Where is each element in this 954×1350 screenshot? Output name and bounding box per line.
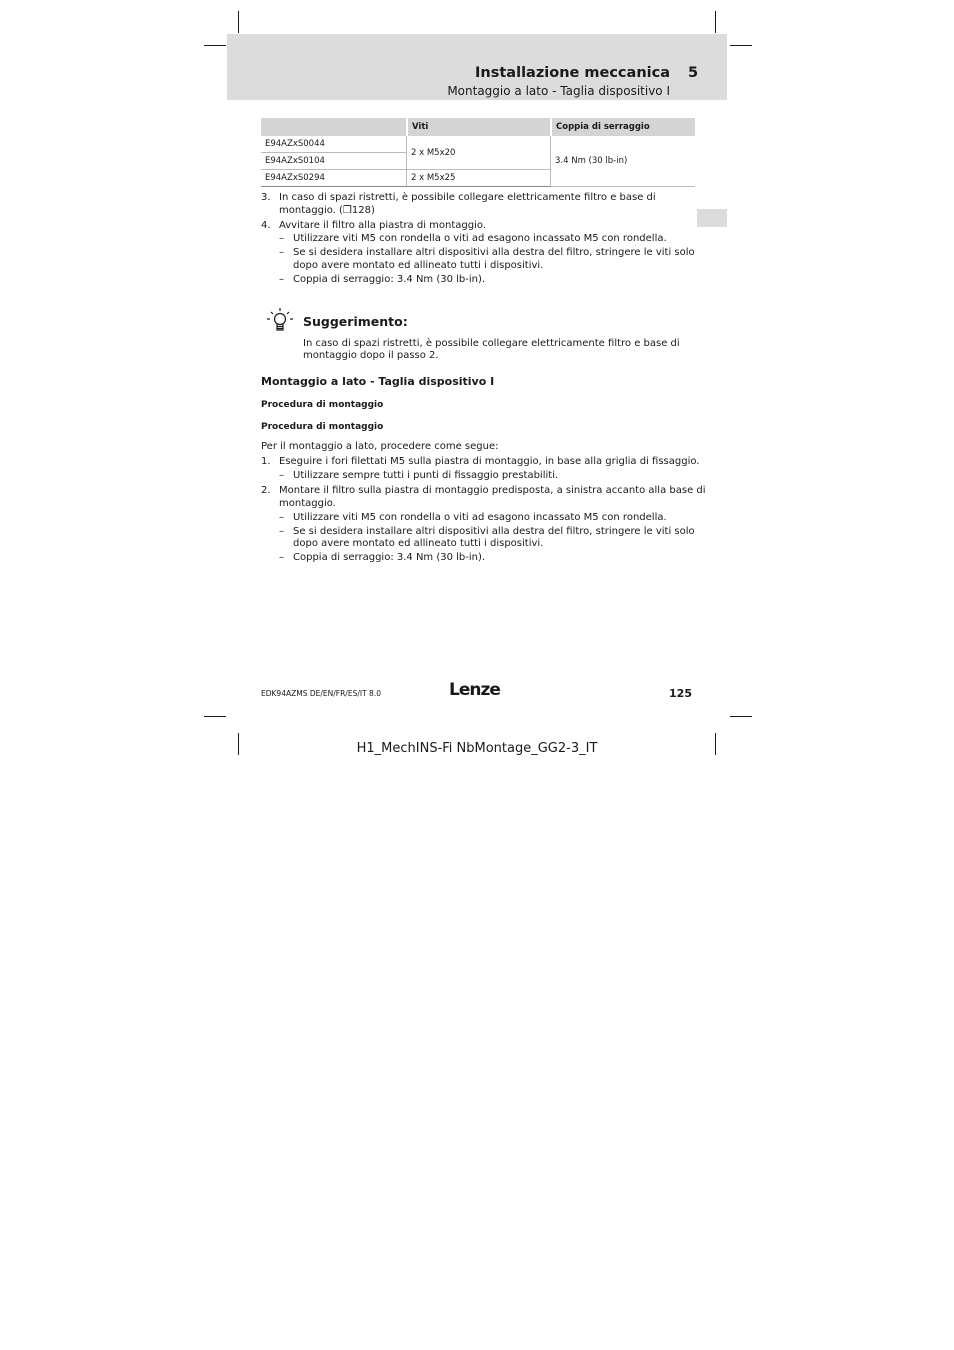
table-header-model (261, 118, 406, 136)
bullet-text: Coppia di serraggio: 3.4 Nm (30 lb-in). (293, 274, 486, 285)
table-cell-model: E94AZxS0104 (261, 153, 406, 170)
bullet-text: Se si desidera installare altri dispositivi alla destra del filtro, stringere le viti solo (293, 526, 695, 537)
step-text: Eseguire i fori filettati M5 sulla piastra di montaggio, in base alla griglia di fissaggio. (279, 456, 700, 467)
step-text: Montare il filtro sulla piastra di montaggio predisposta, a sinistra accanto alla base di (279, 485, 706, 496)
table-header-torque: Coppia di serraggio (550, 118, 695, 136)
crop-mark (730, 716, 752, 717)
bullet-text: Coppia di serraggio: 3.4 Nm (30 lb-in). (293, 552, 486, 563)
bullet-text: Utilizzare sempre tutti i punti di fissaggio prestabiliti. (293, 470, 559, 481)
lenze-logo: Lenze (449, 680, 500, 700)
tip-text: In caso di spazi ristretti, è possibile collegare elettricamente filtro e base di (303, 338, 680, 349)
bullet-dash: – (279, 470, 284, 481)
step-number: 2. (261, 485, 271, 496)
crop-mark (238, 11, 239, 33)
crop-mark (730, 45, 752, 46)
step-text: In caso di spazi ristretti, è possibile collegare elettricamente filtro e base di (279, 192, 656, 203)
tip-title: Suggerimento: (303, 314, 408, 329)
step-text: Avvitare il filtro alla piastra di montaggio. (279, 220, 487, 231)
lightbulb-icon (265, 306, 295, 340)
table-cell-model: E94AZxS0044 (261, 136, 406, 153)
bullet-dash: – (279, 512, 284, 523)
step-number: 3. (261, 192, 271, 203)
chapter-side-tab (697, 209, 727, 227)
bullet-text: Se si desidera installare altri dispositivi alla destra del filtro, stringere le viti solo (293, 247, 695, 258)
bullet-text: dopo avere montato ed allineato tutti i dispositivi. (293, 538, 544, 549)
table-row (261, 136, 695, 153)
bullet-text: Utilizzare viti M5 con rondella o viti ad esagono incassato M5 con rondella. (293, 233, 667, 244)
step-text: montaggio. (❒128) (279, 205, 375, 216)
chapter-number: 5 (688, 65, 699, 81)
crop-mark (204, 716, 226, 717)
crop-mark (715, 11, 716, 33)
tip-text: montaggio dopo il passo 2. (303, 350, 439, 361)
step-text: montaggio. (279, 498, 336, 509)
table-header-screws: Viti (406, 118, 550, 136)
bullet-text: dopo avere montato ed allineato tutti i dispositivi. (293, 260, 544, 271)
section-subheading: Procedura di montaggio (261, 400, 384, 410)
screw-torque-table (261, 118, 695, 187)
step-number: 1. (261, 456, 271, 467)
bullet-text: Utilizzare viti M5 con rondella o viti ad esagono incassato M5 con rondella. (293, 512, 667, 523)
table-cell-screws: 2 x M5x20 (406, 136, 550, 170)
file-label: H1_MechINS-Fi NbMontage_GG2-3_IT (356, 741, 598, 756)
chapter-title: Installazione meccanica (475, 65, 670, 81)
bullet-dash: – (279, 526, 284, 537)
section-subheading: Procedura di montaggio (261, 422, 384, 432)
table-cell-torque: 3.4 Nm (30 lb-in) (550, 136, 695, 187)
table-cell-model: E94AZxS0294 (261, 170, 406, 187)
crop-mark (204, 45, 226, 46)
step-number: 4. (261, 220, 271, 231)
intro-text: Per il montaggio a lato, procedere come segue: (261, 441, 499, 452)
table-cell-screws: 2 x M5x25 (406, 170, 550, 187)
bullet-dash: – (279, 552, 284, 563)
bullet-dash: – (279, 247, 284, 258)
section-subtitle: Montaggio a lato - Taglia dispositivo I (447, 84, 670, 98)
bullet-dash: – (279, 274, 284, 285)
document-code: EDK94AZMS DE/EN/FR/ES/IT 8.0 (261, 689, 381, 698)
section-heading: Montaggio a lato - Taglia dispositivo I (261, 375, 495, 388)
bullet-dash: – (279, 233, 284, 244)
page-number: 125 (669, 687, 692, 700)
